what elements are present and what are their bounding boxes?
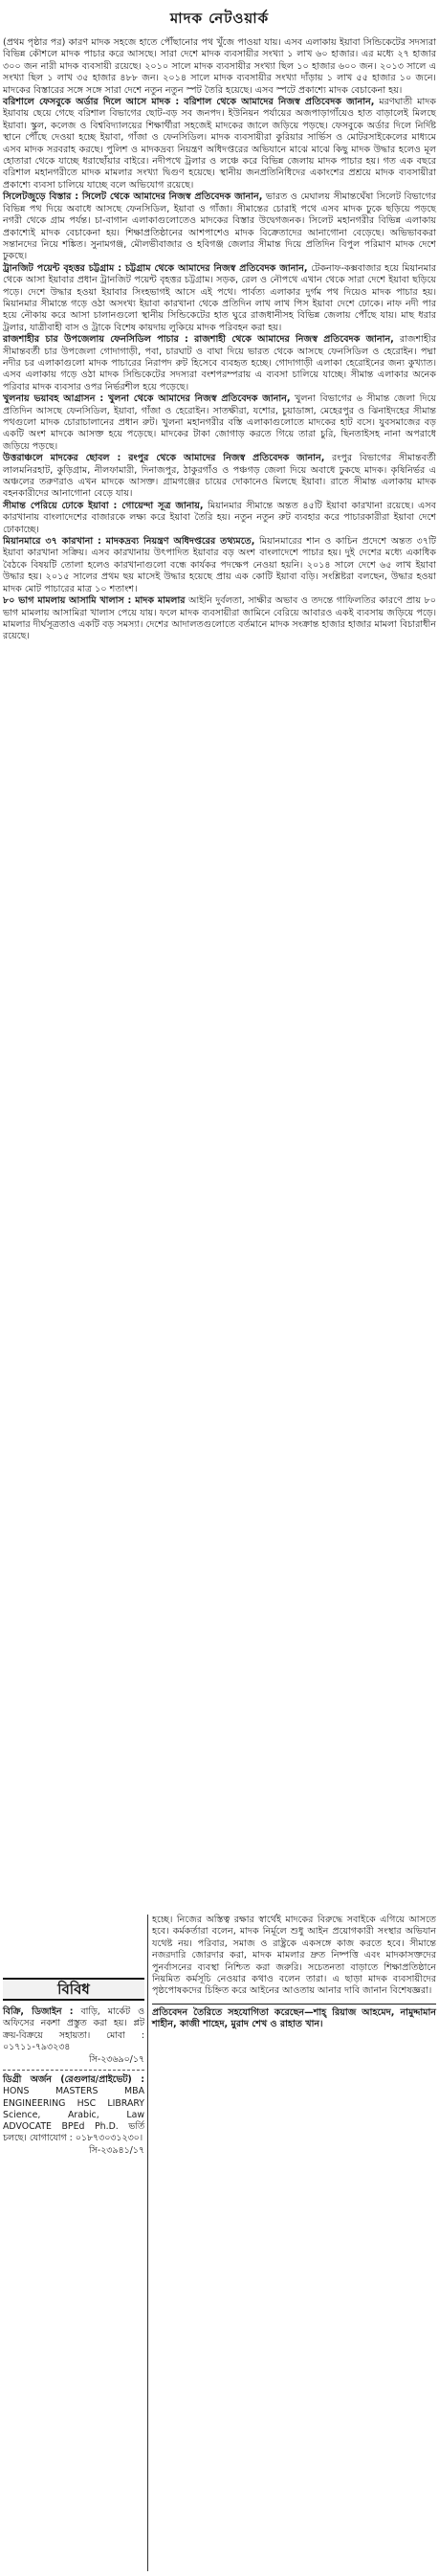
- credits-divider: [152, 2004, 436, 2005]
- section-border: [3, 501, 436, 536]
- article-headline: মাদক নেটওয়ার্ক: [169, 10, 270, 27]
- ad-title: বিক্রি, ডিজাইন :: [3, 2006, 74, 2018]
- section-heading: সীমান্ত পেরিয়ে ঢোকে ইয়াবা : গোয়েন্দা সূত্র জানায়,: [3, 500, 204, 511]
- continuation-text: হচ্ছে। নিজের অস্তিত্ব রক্ষার স্বার্থেই মাদকের বিরুদ্ধে সবাইকে এগিয়ে আসতে হবে। কর্মকর্তারা বলেন, মাদক নির্মূলে শুধু আইন প্রয়োগকারী সংস্থার অভিযান যথেষ্ট নয়। পরিবার, সমাজ ও রাষ্ট্রকে একসঙ্গে কাজ করতে হবে। সীমান্তে নজরদারি জোরদার করা, মাদক মামলার দ্রুত নিষ্পত্তি এবং মাদকাসক্তদের পুনর্বাসনের ব্যবস্থা নিশ্চিত করা জরুরি। সচেতনতা বাড়াতে শিক্ষাপ্রতিষ্ঠানে নিয়মিত কর্মসূচি নেওয়ার কথাও বলেন তারা। এ ছাড়া মাদক ব্যবসায়ীদের পৃষ্ঠপোষকদের চিহ্নিত করে আইনের আওতায় আনার দাবি জানান বিশেষজ্ঞরা।: [152, 1915, 436, 1997]
- ad-code: সি-২৩৬৯০/১৭: [88, 2054, 144, 2066]
- ad-text: বাড়ি, মার্কেট ও অফিসের নকশা প্রস্তুত করা হয়। প্লট ক্রয়-বিক্রয়ে সহায়তা। মোবা : ০১৭১১-৭৯৩২৩৪: [3, 2006, 144, 2052]
- section-text: ভারত ও মেঘালয় সীমান্তঘেঁষা সিলেট বিভাগের বিভিন্ন পথ দিয়ে অবাধে আসছে ফেনসিডিল, ইয়াবা ও গাঁজা। সীমান্তের চোরাই পথে এসব মাদক ঢুকে ছড়িয়ে পড়ছে নগরী থেকে গ্রাম পর্যন্ত। চা-বাগান এলাকাগুলোতেও মাদকের বিস্তার উদ্বেগজনক। সিলেট মহানগরীর বিভিন্ন এলাকায় প্রকাশ্যেই মাদক বেচাকেনা হয়। শিক্ষাপ্রতিষ্ঠানের আশপাশেও মাদক বিক্রেতাদের আনাগোনা বেড়েছে। অভিভাবকরা সন্তানদের নিয়ে শঙ্কিত। সুনামগঞ্জ, মৌলভীবাজার ও হবিগঞ্জ জেলার সীমান্ত দিয়ে প্রতিদিন বিপুল পরিমাণ মাদক দেশে ঢুকছে।: [3, 191, 436, 262]
- section-khulna: [3, 393, 436, 453]
- section-chattogram: [3, 263, 436, 334]
- bottom-area: [3, 1915, 436, 2571]
- section-text: রাজশাহীর সীমান্তবর্তী চার উপজেলা গোদাগাড়ী, পবা, চারঘাট ও বাঘা দিয়ে ভারত থেকে আসছে ফেনসিডিল ও হেরোইন। পদ্মা নদীর চর এলাকাগুলো মাদক পাচারের নিরাপদ রুট হিসেবে ব্যবহৃত হচ্ছে। গোদাগাড়ী এলাকা হেরোইনের জন্য কুখ্যাত। এসব এলাকায় গড়ে ওঠা মাদক সিন্ডিকেটের সদস্যরা বংশপরম্পরায় এ ব্যবসা চালিয়ে যাচ্ছে। সীমান্ত এলাকার অনেক পরিবার মাদক ব্যবসার ওপর নির্ভরশীল হয়ে পড়েছে।: [3, 334, 436, 392]
- section-rajshahi: [3, 334, 436, 393]
- section-text: খুলনা বিভাগের ৬ সীমান্ত জেলা দিয়ে প্রতিদিন আসছে ফেনসিডিল, ইয়াবা, গাঁজা ও হেরোইন। সাতক্ষীরা, যশোর, চুয়াডাঙ্গা, মেহেরপুর ও ঝিনাইদহের সীমান্ত পথগুলো মাদক চোরাচালানের প্রধান রুট। খুলনা মহানগরীর বস্তি এলাকাগুলোতে মাদকের হাট বসে। যুবসমাজের বড় একটি অংশ মাদকে আসক্ত হয়ে পড়েছে। মাদকের টাকা জোগাড় করতে গিয়ে তারা চুরি, ছিনতাইসহ নানা অপরাধে জড়িয়ে পড়ছে।: [3, 393, 436, 452]
- section-acquittal: [3, 595, 436, 643]
- section-heading: মিয়ানমারে ৩৭ কারখানা : মাদকদ্রব্য নিয়ন্ত্রণ অধিদপ্তরের তথ্যমতে,: [3, 536, 255, 548]
- classified-ad: [3, 2074, 144, 2157]
- section-text: রংপুর বিভাগের সীমান্তবর্তী লালমনিরহাট, কুড়িগ্রাম, নীলফামারী, দিনাজপুর, ঠাকুরগাঁও ও পঞ্চগড় জেলা দিয়ে অবাধে ঢুকছে মাদক। কৃষিনির্ভর এ অঞ্চলের তরুণরাও এখন মাদকে আসক্ত। গ্রামগঞ্জের চায়ের দোকানেও মিলছে ইয়াবা। রাতে সীমান্ত এলাকায় মাদক বহনকারীদের আনাগোনা বেড়ে যায়।: [3, 453, 436, 500]
- classifieds-heading: বিবিধ: [3, 1978, 144, 2001]
- section-heading: বরিশালে ফেসবুকে অর্ডার দিলে আসে মাদক : বরিশাল থেকে আমাদের নিজস্ব প্রতিবেদক জানান,: [3, 97, 375, 108]
- article-body: [3, 37, 436, 643]
- section-heading: রাজশাহীর চার উপজেলায় ফেনসিডিল পাচার : রাজশাহী থেকে আমাদের নিজস্ব প্রতিবেদক জানান,: [3, 334, 394, 346]
- column-divider: [147, 1915, 148, 2571]
- section-text: মিয়ানমার সীমান্তে অন্তত ৪৫টি ইয়াবা কারখানা রয়েছে। এসব কারখানায় বাংলাদেশের বাজারকে লক্ষ্য করে ইয়াবা তৈরি হয়। নতুন নতুন রুট ব্যবহার করে পাচারকারীরা ইয়াবা দেশে ঢোকাচ্ছে।: [3, 500, 436, 535]
- section-heading: ৮০ ভাগ মামলায় আসামি খালাস : মাদক মামলার: [3, 595, 186, 607]
- section-text: আইনি দুর্বলতা, সাক্ষীর অভাব ও তদন্তে গাফিলতির কারণে প্রায় ৮০ ভাগ মামলায় আসামিরা খালাস পেয়ে যায়। ফলে মাদক ব্যবসায়ীরা জামিনে বেরিয়ে আবারও একই ব্যবসায় জড়িয়ে পড়ে। মামলার দীর্ঘসূত্রতাও একটি বড় সমস্যা। দেশের আদালতগুলোতে বর্তমানে মাদক সংক্রান্ত হাজার হাজার মামলা বিচারাধীন রয়েছে।: [3, 595, 436, 642]
- section-myanmar: [3, 536, 436, 595]
- section-heading: ট্রানজিট পয়েন্ট বৃহত্তর চট্টগ্রাম : চট্টগ্রাম থেকে আমাদের নিজস্ব প্রতিবেদক জানান,: [3, 262, 308, 274]
- page: [3, 0, 436, 643]
- classifieds-column: [3, 1915, 144, 2162]
- section-barishal: [3, 97, 436, 191]
- section-sylhet: [3, 191, 436, 262]
- section-heading: উত্তরাঞ্চলে মাদকের ছোবল : রংপুর থেকে আমাদের নিজস্ব প্রতিবেদক জানান,: [3, 453, 325, 464]
- report-credits: প্রতিবেদন তৈরিতে সহযোগিতা করেছেন—শাহ্ রিয়াজ আহমেদ, নামুদ্দামান শাহীন, কাজী শাহেদ, মুরাদ শেখ ও রাহাত খান।: [152, 2006, 436, 2030]
- section-text: টেকনাফ-কক্সবাজার হয়ে মিয়ানমার থেকে আসা ইয়াবার প্রধান ট্রানজিট পয়েন্ট বৃহত্তর চট্টগ্রাম। সড়ক, রেল ও নৌপথে এখান থেকে সারা দেশে ইয়াবা ছড়িয়ে পড়ে। দেশে উদ্ধার হওয়া ইয়াবার সিংহভাগই আসে এই পথে। পার্বত্য এলাকার দুর্গম পথ দিয়েও মাদক পাচার হয়। মিয়ানমার সীমান্তে গড়ে ওঠা অসংখ্য ইয়াবা কারখানা থেকে প্রতিদিন লাখ লাখ পিস ইয়াবা দেশে ঢোকে। নাফ নদী পার হয়ে নৌকায় করে আসা চালানগুলো স্থানীয় সিন্ডিকেটের হাত ঘুরে রাজধানীসহ বিভিন্ন জেলায় পৌঁছে যায়। মাছ ধরার ট্রলার, যাত্রীবাহী বাস ও ট্রাকে বিশেষ কায়দায় লুকিয়ে মাদক পরিবহন করা হয়।: [3, 262, 436, 333]
- section-rangpur: [3, 453, 436, 501]
- classified-ad: [3, 2006, 144, 2066]
- ad-title: ডিগ্রী অর্জন (রেগুলার/প্রাইভেট) :: [3, 2074, 144, 2086]
- section-text: মিয়ানমারের শান ও কাচিন প্রদেশে অন্তত ৩৭টি ইয়াবা কারখানা সক্রিয়। এসব কারখানায় উৎপাদিত ইয়াবার বড় অংশ বাংলাদেশে পাচার হয়। দুই দেশের মধ্যে একাধিক বৈঠকে বিষয়টি তোলা হলেও কারখানাগুলো বন্ধে কার্যকর পদক্ষেপ নেওয়া হয়নি। ২০১৪ সালে দেশে ৬৫ লাখ ইয়াবা উদ্ধার হয়। ২০১৫ সালের প্রথম ছয় মাসেই উদ্ধার হয়েছে প্রায় এক কোটি ইয়াবা বড়ি। সংশ্লিষ্টরা বলছেন, উদ্ধার হওয়া মাদক মোট পাচারের মাত্র ১০ শতাংশ।: [3, 536, 436, 594]
- continuation-column: [152, 1915, 436, 2031]
- section-heading: সিলেটজুড়ে বিস্তার : সিলেট থেকে আমাদের নিজস্ব প্রতিবেদক জানান,: [3, 191, 263, 203]
- ad-text: HONS MASTERS MBA ENGINEERING HSC LIBRARY Science, Arabic, Law ADVOCATE BPEd Ph.D. ভর্তি চলছে। যোগাযোগ : ০১৮৭৩০৩১২৩০।: [3, 2086, 144, 2144]
- section-heading: খুলনায় ভয়াবহ আগ্রাসন : খুলনা থেকে আমাদের নিজস্ব প্রতিবেদক জানান,: [3, 393, 291, 405]
- ad-divider: [3, 2070, 144, 2071]
- ad-code: সি-২৩৯৪১/১৭: [88, 2145, 144, 2157]
- section-text: মরণঘাতী মাদক ইয়াবায় ছেয়ে গেছে বরিশাল বিভাগের ছোট-বড় সব জনপদ। ইউনিয়ন পর্যায়ের অজপাড়াগাঁয়েও হাত বাড়ালেই মিলছে ইয়াবা। স্কুল, কলেজ ও বিশ্ববিদ্যালয়ের শিক্ষার্থীরা সহজেই মাদকের জালে জড়িয়ে পড়ছে। ফেসবুকে অর্ডার দিলে নির্দিষ্ট স্থানে পৌঁছে দেওয়া হচ্ছে ইয়াবা, গাঁজা ও ফেনসিডিল। মাদক ব্যবসায়ীরা কুরিয়ার সার্ভিস ও মোটরসাইকেলের মাধ্যমে এসব মাদক সরবরাহ করছে। পুলিশ ও মাদকদ্রব্য নিয়ন্ত্রণ অধিদপ্তরের অভিযানে মাঝে মাঝে কিছু মাদক উদ্ধার হলেও মূল হোতারা থেকে যাচ্ছে ধরাছোঁয়ার বাইরে। নদীপথে ট্রলার ও লঞ্চে করে বিভিন্ন জেলায় মাদক পাচার হয়। গত এক বছরে বরিশাল মহানগরীতে মাদক মামলার সংখ্যা দ্বিগুণ হয়েছে। স্থানীয় জনপ্রতিনিধিদের একাংশের প্রশ্রয়ে মাদক ব্যবসায়ীরা প্রকাশ্যে ব্যবসা চালিয়ে যাচ্ছে বলে অভিযোগ রয়েছে।: [3, 97, 436, 190]
- article-intro: (প্রথম পৃষ্ঠার পর) কারণ মাদক সহজে হাতে পৌঁছানোর পথ খুঁজে পাওয়া যায়। এসব এলাকায় ইয়াবা সিন্ডিকেটের সদস্যরা বিভিন্ন কৌশলে মাদক পাচার করে আসছে। সারা দেশে মাদক ব্যবসায়ীর সংখ্যা ১ লাখ ৬০ হাজার। এর মধ্যে ২৭ হাজার ৩০০ জন নারী মাদক ব্যবসায়ী রয়েছে। ২০১০ সালে মাদক ব্যবসায়ীর সংখ্যা ছিল ১০ হাজার ৬০০ জন। ২০১৩ সালে এ সংখ্যা ছিল ১ লাখ ৩৫ হাজার ৪৮৮ জন। ২০১৪ সালে মাদক ব্যবসায়ীর সংখ্যা দাঁড়ায় ১ লাখ ৫৫ হাজার ১০ জনে। মাদকের বিস্তারের সঙ্গে সঙ্গে সারা দেশে নতুন নতুন স্পট তৈরি হয়েছে। এসব স্পটে প্রকাশ্যে মাদক বেচাকেনা হয়।: [3, 37, 436, 96]
